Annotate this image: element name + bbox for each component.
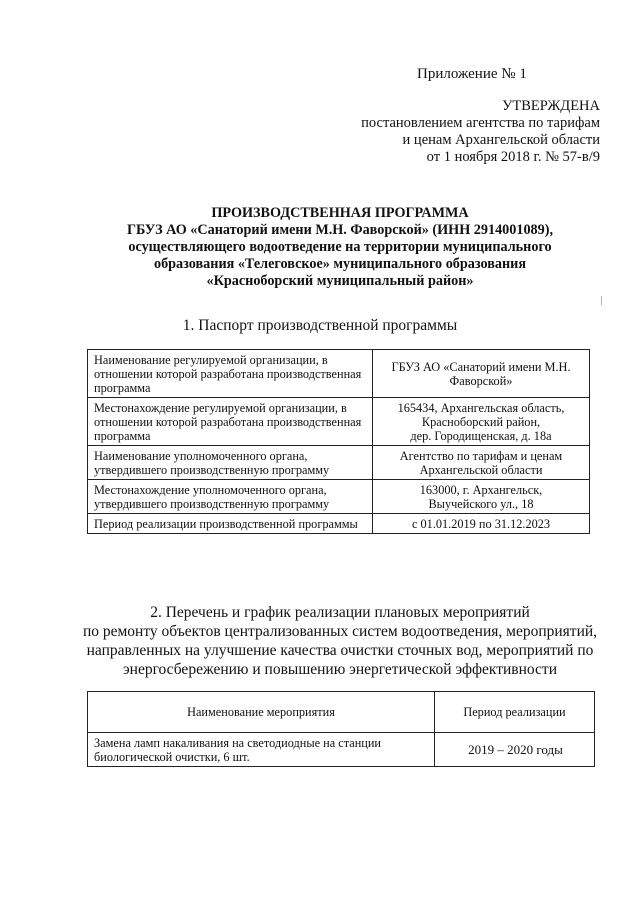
table-row [88, 398, 590, 446]
section2-heading [60, 603, 620, 679]
title-line: осуществляющего водоотведение на территории муниципального [128, 239, 552, 255]
heading-line: по ремонту объектов централизованных систем водоотведения, мероприятий, [82, 623, 598, 640]
value-line: ГБУЗ АО «Санаторий имени М.Н. [391, 360, 571, 374]
passport-label: Местонахождение регулируемой организации, в отношении которой разработана производственная программа [88, 398, 373, 446]
value-line: Фаворской» [449, 374, 513, 388]
measure-name: Замена ламп накаливания на светодиодные на станции биологической очистки, 6 шт. [88, 733, 435, 767]
column-header-name: Наименование мероприятия [88, 692, 435, 733]
table-header-row [88, 692, 595, 733]
value-line: Архангельской области [419, 463, 543, 477]
passport-table [87, 349, 590, 534]
table-row [88, 514, 590, 534]
passport-label: Местонахождение уполномоченного органа, утвердившего производственную программу [88, 480, 373, 514]
value-line: Красноборский район, [421, 415, 541, 429]
title-line: образования «Телеговское» муниципального образования [153, 256, 527, 272]
approval-line: от 1 ноября 2018 г. № 57-в/9 [426, 149, 600, 165]
table-row [88, 446, 590, 480]
value-line: дер. Городищенская, д. 18а [410, 429, 552, 443]
heading-line: 2. Перечень и график реализации плановых мероприятий [150, 604, 530, 621]
passport-value [373, 350, 590, 398]
value-line: с 01.01.2019 по 31.12.2023 [411, 517, 551, 531]
table-row [88, 733, 595, 767]
scan-mark [601, 296, 602, 305]
approval-line: постановлением агентства по тарифам [361, 115, 600, 131]
appendix-label: Приложение № 1 [417, 66, 527, 82]
document-title [60, 205, 620, 290]
passport-value [373, 398, 590, 446]
passport-label: Наименование уполномоченного органа, утвердившего производственную программу [88, 446, 373, 480]
value-line: 163000, г. Архангельск, [419, 483, 543, 497]
heading-line: направленных на улучшение качества очистки сточных вод, мероприятий по [86, 642, 594, 659]
section1-heading: 1. Паспорт производственной программы [182, 317, 458, 334]
measure-period: 2019 – 2020 годы [435, 733, 595, 767]
value-line: Выучейского ул., 18 [428, 497, 534, 511]
title-line: ПРОИЗВОДСТВЕННАЯ ПРОГРАММА [211, 205, 469, 221]
approval-line: УТВЕРЖДЕНА [502, 98, 600, 114]
value-line: Агентство по тарифам и ценам [399, 449, 563, 463]
approval-stamp [300, 98, 600, 166]
passport-label: Наименование регулируемой организации, в отношении которой разработана производственная программа [88, 350, 373, 398]
passport-label: Период реализации производственной программы [88, 514, 373, 534]
column-header-period: Период реализации [435, 692, 595, 733]
measures-table [87, 691, 595, 767]
table-row [88, 350, 590, 398]
approval-line: и ценам Архангельской области [402, 132, 600, 148]
passport-value [373, 514, 590, 534]
title-line: ГБУЗ АО «Санаторий имени М.Н. Фаворской» (ИНН 2914001089), [127, 222, 553, 238]
title-line: «Красноборский муниципальный район» [206, 273, 474, 289]
value-line: 165434, Архангельская область, [397, 401, 565, 415]
passport-value [373, 480, 590, 514]
passport-value [373, 446, 590, 480]
heading-line: энергосбережению и повышению энергетической эффективности [123, 661, 557, 678]
table-row [88, 480, 590, 514]
